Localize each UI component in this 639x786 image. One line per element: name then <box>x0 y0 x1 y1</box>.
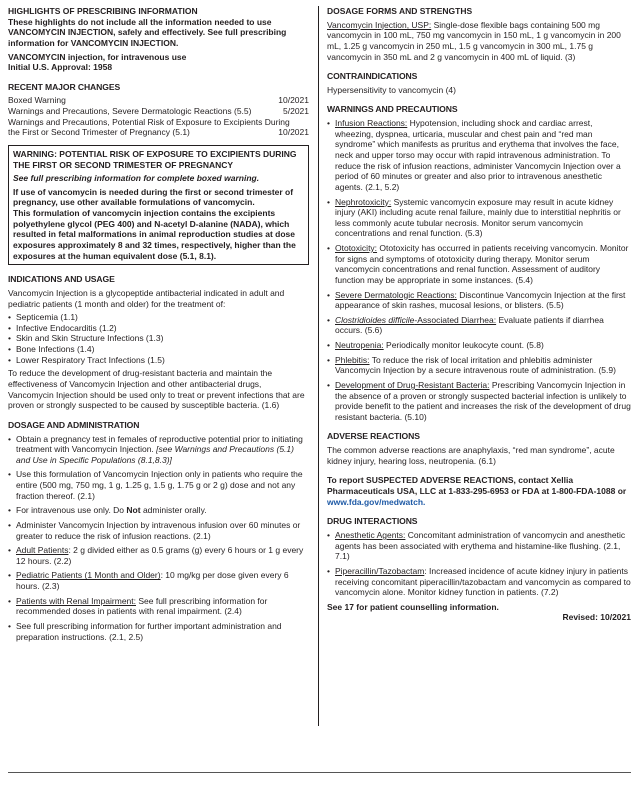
iu-heading: INDICATIONS AND USAGE <box>8 274 115 285</box>
wp-list <box>327 118 631 422</box>
list-item: • Lower Respiratory Tract Infections (1.5) <box>8 355 309 366</box>
rmc-row: Warnings and Precautions, Potential Risk of Exposure to Excipients During <box>8 116 290 127</box>
report-text: To report SUSPECTED ADVERSE REACTIONS, contact Xellia Pharmaceuticals USA, LLC at 1-833-295-6953 or FDA at 1-800-FDA-1088 or www.fda.gov/medwatch. <box>327 475 627 507</box>
product-line: VANCOMYCIN injection, for intravenous use <box>8 51 187 62</box>
list-item: • Obtain a pregnancy test in females of reproductive potential prior to initiating treatment with Vancomycin Injection. [see Warnings and Precautions (5.1) and Use in Specific Populations (8.1,8.3)] <box>8 434 309 466</box>
approval-line: Initial U.S. Approval: 1958 <box>8 62 113 73</box>
list-item: • Patients with Renal Impairment: See full prescribing information for recommended doses in patients with renal impairment. (2.4) <box>8 596 309 617</box>
di-heading: DRUG INTERACTIONS <box>327 516 418 527</box>
list-item: • Administer Vancomycin Injection by intravenous infusion over 60 minutes or greater to reduce the risk of infusion reactions. (2.1) <box>8 520 309 541</box>
list-item: • Infective Endocarditis (1.2) <box>8 323 309 334</box>
highlights-title: HIGHLIGHTS OF PRESCRIBING INFORMATION <box>8 6 198 16</box>
rmc-row: Warnings and Precautions, Severe Dermatologic Reactions (5.5) 5/2021 <box>8 106 309 117</box>
medwatch-link[interactable]: www.fda.gov/medwatch. <box>327 496 426 507</box>
list-item: • Use this formulation of Vancomycin Injection only in patients who require the entire (500 mg, 750 mg, 1 g, 1.25 g, 1.5 g, 1.75 g or 2 g) dose and not any fraction thereof. (2.1) <box>8 469 309 501</box>
rmc-list <box>8 95 309 138</box>
ci-text: Hypersensitivity to vancomycin (4) <box>327 84 456 95</box>
di-list <box>327 530 631 598</box>
iu-intro: Vancomycin Injection is a glycopeptide antibacterial indicated in adult and pediatric patients (1 month and older) for the treatment of: <box>8 287 285 309</box>
highlights-text: These highlights do not include all the information needed to use VANCOMYCIN INJECTION, safely and effectively. See full prescribing information for VANCOMYCIN INJECTION. <box>8 16 287 48</box>
da-list <box>8 434 309 643</box>
ar-heading: ADVERSE REACTIONS <box>327 431 420 442</box>
da-heading: DOSAGE AND ADMINISTRATION <box>8 419 140 430</box>
wp-heading: WARNINGS AND PRECAUTIONS <box>327 104 458 115</box>
list-item: • Phlebitis: To reduce the risk of local irritation and phlebitis administer Vancomycin Injection by a secure intravenous route of administration. (5.9) <box>327 355 631 376</box>
boxed-warning-see: See full prescribing information for complete boxed warning. <box>13 173 260 184</box>
list-item: • Piperacillin/Tazobactam: Increased incidence of acute kidney injury in patients receiving concomitant piperacillin/tazobactam and vancomycin as compared to vancomycin alone. Monitor kidney function in patients. (7.2) <box>327 566 631 598</box>
ar-text: The common adverse reactions are anaphylaxis, “red man syndrome”, acute kidney injury, hearing loss, neutropenia. (6.1) <box>327 445 615 466</box>
list-item: • Neutropenia: Periodically monitor leukocyte count. (5.8) <box>327 340 631 351</box>
dfs-text: Vancomycin Injection, USP: Single-dose flexible bags containing 500 mg vancomycin in 100 mL, 750 mg vancomycin in 150 mL, 1 g vancomycin in 200 mL, 1.25 g vancomycin in 250 mL, 1.5 g vancomycin in 300 mL, 1.75 g vancomycin in 350 mL and 2 g vancomycin in 400 mL of liquid. (3) <box>327 19 621 62</box>
iu-outro: To reduce the development of drug-resistant bacteria and maintain the effectiveness of Vancomycin Injection and other antibacterial drugs, Vancomycin Injection should be used only to treat or prevent infections that are proven or strongly suspected to be caused by susceptible bacteria. (1.6) <box>8 368 305 411</box>
rmc-row: the First or Second Trimester of Pregnancy (5.1) 10/2021 <box>8 127 309 138</box>
list-item: • Clostridioides difficile-Associated Diarrhea: Evaluate patients if diarrhea occurs. (5.6) <box>327 315 631 336</box>
list-item: • Ototoxicity: Ototoxicity has occurred in patients receiving vancomycin. Monitor for signs and symptoms of ototoxicity during therapy. Monitor serum vancomycin concentrations and renal function. Assessment of auditory function may be appropriate in some instances. (5.4) <box>327 243 631 286</box>
column-divider <box>318 6 319 726</box>
iu-list <box>8 312 309 365</box>
right-column <box>327 6 631 623</box>
list-item: • Nephrotoxicity: Systemic vancomycin exposure may result in acute kidney injury (AKI) including acute renal failure, mainly due to interstitial nephritis or less commonly acute tubular necrosis. Monitor serum vancomycin concentrations and renal function. (5.3) <box>327 197 631 240</box>
list-item: • Septicemia (1.1) <box>8 312 309 323</box>
left-column <box>8 6 309 646</box>
list-item: • Infusion Reactions: Hypotension, including shock and cardiac arrest, wheezing, dyspnea, urticaria, muscular and chest pain and “red man syndrome” which manifests as pruritus and erythema that involves the face, neck and upper torso may occur with rapid intravenous administration. To reduce the risk of infusion reactions, administer Vancomycin Injection over a period of 60 minutes or greater and also prior to intravenous anesthetic agents. (2.1, 5.2) <box>327 118 631 192</box>
list-item: • Pediatric Patients (1 Month and Older): 10 mg/kg per dose given every 6 hours. (2.3) <box>8 570 309 591</box>
revised-date: Revised: 10/2021 <box>562 612 631 623</box>
boxed-warning <box>8 145 309 265</box>
boxed-warning-p1: If use of vancomycin is needed during the first or second trimester of pregnancy, use other available formulations of vancomycin. <box>13 186 294 208</box>
list-item: • See full prescribing information for further important administration and preparation instructions. (2.1, 2.5) <box>8 621 309 642</box>
dfs-heading: DOSAGE FORMS AND STRENGTHS <box>327 6 473 16</box>
rmc-heading: RECENT MAJOR CHANGES <box>8 81 121 92</box>
list-item: • Bone Infections (1.4) <box>8 344 309 355</box>
boxed-warning-p2: This formulation of vancomycin injection contains the excipients polyethylene glycol (PEG 400) and N-acetyl D-alanine (NADA), which resulted in fetal malformations in animal reproduction studies at dose exposures approximately 8 and 32 times, respectively, higher than the exposures at the human equivalent dose (5.1, 8.1). <box>13 208 296 261</box>
list-item: • Anesthetic Agents: Concomitant administration of vancomycin and anesthetic agents has been associated with erythema and histamine-like flushing. (2.1, 7.1) <box>327 530 631 562</box>
rmc-row: Boxed Warning 10/2021 <box>8 95 309 106</box>
list-item: • Adult Patients: 2 g divided either as 0.5 grams (g) every 6 hours or 1 g every 12 hours. (2.2) <box>8 545 309 566</box>
bottom-rule <box>8 772 631 773</box>
list-item: • For intravenous use only. Do Not administer orally. <box>8 505 309 516</box>
ci-heading: CONTRAINDICATIONS <box>327 71 418 82</box>
see-17: See 17 for patient counselling information. <box>327 601 499 612</box>
list-item: • Severe Dermatologic Reactions: Discontinue Vancomycin Injection at the first appearance of skin rashes, mucosal lesions, or blisters. (5.5) <box>327 290 631 311</box>
boxed-warning-title: WARNING: POTENTIAL RISK OF EXPOSURE TO EXCIPIENTS DURING THE FIRST OR SECOND TRIMESTER OF PREGNANCY <box>13 148 297 170</box>
list-item: • Development of Drug-Resistant Bacteria: Prescribing Vancomycin Injection in the absence of a proven or strongly suspected bacterial infection is unlikely to provide benefit to the patient and increases the risk of the development of drug resistant bacteria. (5.10) <box>327 380 631 423</box>
list-item: • Skin and Skin Structure Infections (1.3) <box>8 333 309 344</box>
